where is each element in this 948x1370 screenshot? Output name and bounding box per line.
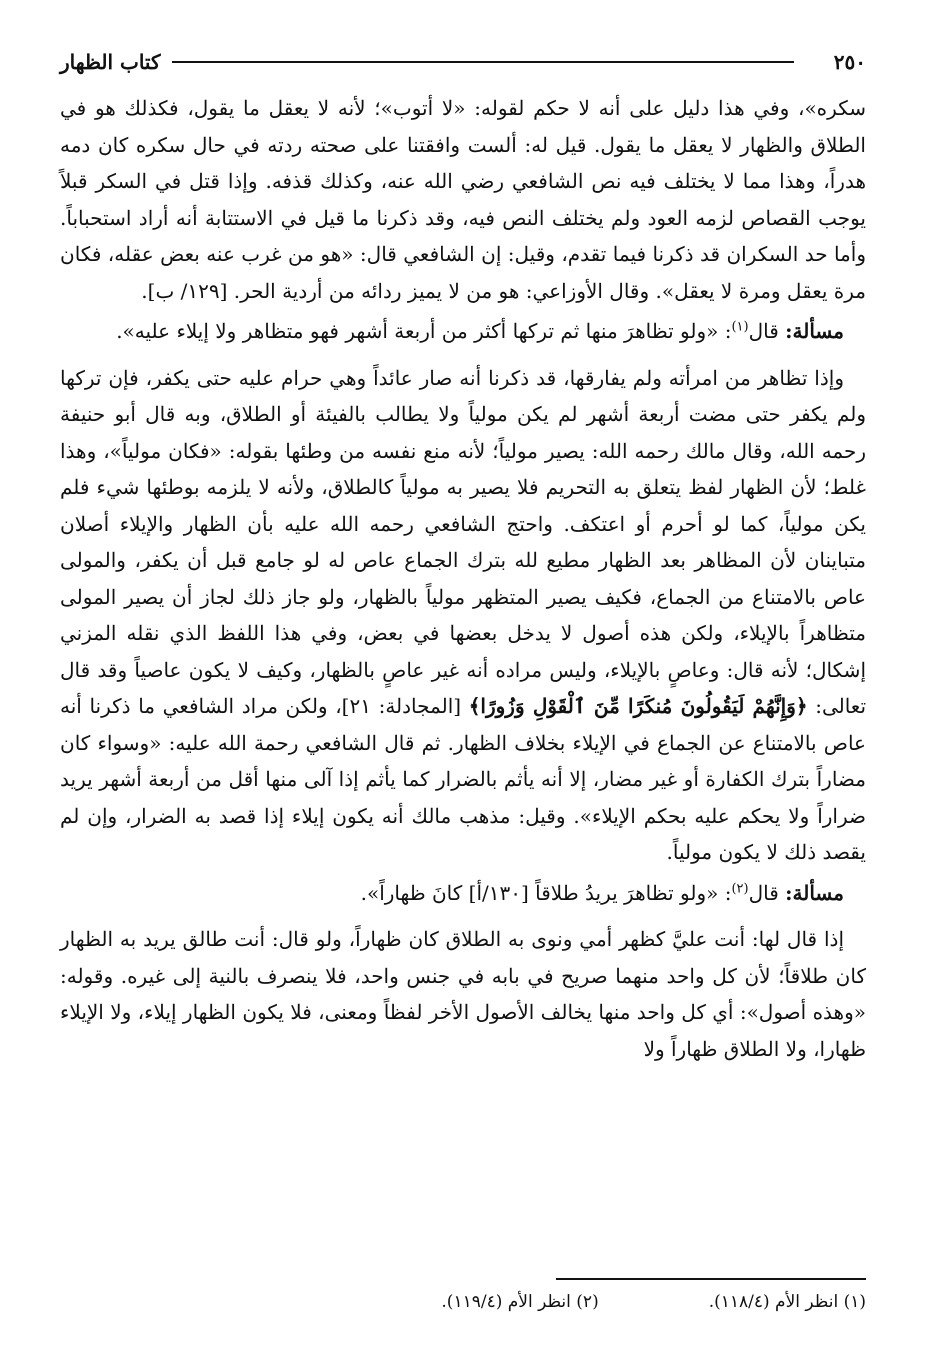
quran-verse: ﴿وَإِنَّهُمْ لَيَقُولُونَ مُنكَرًا مِّنَ ٱلْقَوْلِ وَزُورًا﴾ bbox=[468, 694, 808, 718]
paragraph: إذا قال لها: أنت عليَّ كظهر أمي ونوى به الطلاق كان ظهاراً، ولو قال: أنت طالق يريد به الظهار كان طلاقاً؛ لأن كل واحد منهما صريح في بابه في جنس واحد، فلا ينصرف بالنية إلى غيره. وقوله: «وهذه أصول»: أي كل واحد منها يخالف الأصول الأخر لفظاً ومعنى، فلا يكون الظهار إيلاء، ولا الإيلاء ظهارا، ولا الطلاق ظهاراً ولا bbox=[60, 927, 866, 1061]
paragraph-text: [المجادلة: ٢١]، ولكن مراد الشافعي ما ذكرنا أنه عاص بالامتناع عن الجماع في الإيلاء بخلاف الظهار. ثم قال الشافعي رحمة الله عليه: «وسواء كان مضاراً بترك الكفارة أو غير مضار، إلا أنه يأثم بالضرار كما يأثم إذا آلى منها أقل من أربعة أشهر يريد ضراراً ولا يحكم عليه بحكم الإيلاء». وقيل: مذهب مالك أنه يكون إيلاء إذا قصد به الضرار، وإن لم يقصد ذلك لا يكون مولياً. bbox=[60, 694, 866, 864]
masala-intro: قال bbox=[748, 880, 779, 905]
masala-intro: قال bbox=[748, 319, 779, 343]
header-rule bbox=[172, 61, 793, 63]
footnote: (٢) انظر الأم (١١٩/٤). bbox=[441, 1292, 599, 1312]
masala-paragraph bbox=[60, 875, 866, 912]
paragraph bbox=[60, 360, 866, 871]
masala-label: مسألة: bbox=[785, 319, 844, 343]
body-text bbox=[60, 90, 866, 1067]
footnote-rule bbox=[556, 1278, 866, 1280]
footnotes bbox=[60, 1292, 866, 1312]
masala-text: : «ولو تظاهرَ يريدُ طلاقاً [١٣٠/أ] كانَ ظهاراً». bbox=[360, 880, 732, 905]
masala-label: مسألة: bbox=[785, 880, 844, 905]
footnote: (١) انظر الأم (١١٨/٤). bbox=[708, 1292, 866, 1312]
paragraph-text: وإذا تظاهر من امرأته ولم يفارقها، قد ذكرنا أنه صار عائداً وهي حرام عليه حتى يكفر، فإن تركها ولم يكفر حتى مضت أربعة أشهر لم يكن مولياً ولا يطالب بالفيئة أو الطلاق، وبه قال أبو حنيفة رحمه الله، وقال مالك رحمه الله: يصير مولياً؛ لأنه منع نفسه من وطئها بقوله: «فكان مولياً»، وهذا غلط؛ لأن الظهار لفظ يتعلق به التحريم فلا يصير به مولياً كالطلاق، ولأنه لا يلزمه بوطئها شيء فلم يكن مولياً، كما لو أحرم أو اعتكف. واحتج الشافعي رحمه الله عليه بأن الظهار والإيلاء أصلان متباينان لأن المظاهر بعد الظهار مطيع لله بترك الجماع عاص له لو جامع قبل أن يكفر، والمولى عاص بالامتناع من الجماع، فكيف يصير المتظهر مولياً بالظهار، ولو جاز ذلك لجاز أن يصير المولى متظاهراً بالإيلاء، ولكن هذه أصول لا يدخل بعضها في بعض، وفي هذا اللفظ الذي نقله المزني إشكال؛ لأنه قال: وعاصٍ بالإيلاء، وليس مراده أنه غير عاصٍ بالظهار، وكيف لا يكون عاصياً وقد قال تعالى: bbox=[60, 365, 867, 718]
page-header bbox=[60, 40, 866, 84]
masala-paragraph bbox=[60, 313, 866, 350]
running-title: كتاب الظهار bbox=[60, 50, 161, 74]
page-number: ٢٥٠ bbox=[833, 50, 866, 74]
footnote-ref: (١) bbox=[731, 319, 749, 335]
masala-text: : «ولو تظاهرَ منها ثم تركها أكثر من أربعة أشهر فهو متظاهر ولا إيلاء عليه». bbox=[116, 319, 732, 343]
footnote-ref: (٢) bbox=[731, 880, 749, 896]
paragraph: سكره»، وفي هذا دليل على أنه لا حكم لقوله: «لا أتوب»؛ لأنه لا يعقل ما يقول، فكذلك هو في الطلاق والظهار لا يعقل ما يقول. قيل له: ألست وافقتنا على صحته ردته في حال سكره كان دمه هدراً، وهذا مما لا يختلف فيه نص الشافعي رضي الله عنه، وكذلك قذفه. وإذا قتل في السكر قبلاً يوجب القصاص لزمه العود ولم يختلف النص فيه، وقد ذكرنا ما قيل في الاستتابة أنه أراد استحباباً. وأما حد السكران قد ذكرنا فيما تقدم، وقيل: إن الشافعي قال: «هو من غرب عنه بعض عقله، فكان مرة يعقل ومرة لا يعقل». وقال الأوزاعي: هو من لا يميز ردائه من أردية الحر. [١٢٩/ ب]. bbox=[60, 96, 866, 303]
